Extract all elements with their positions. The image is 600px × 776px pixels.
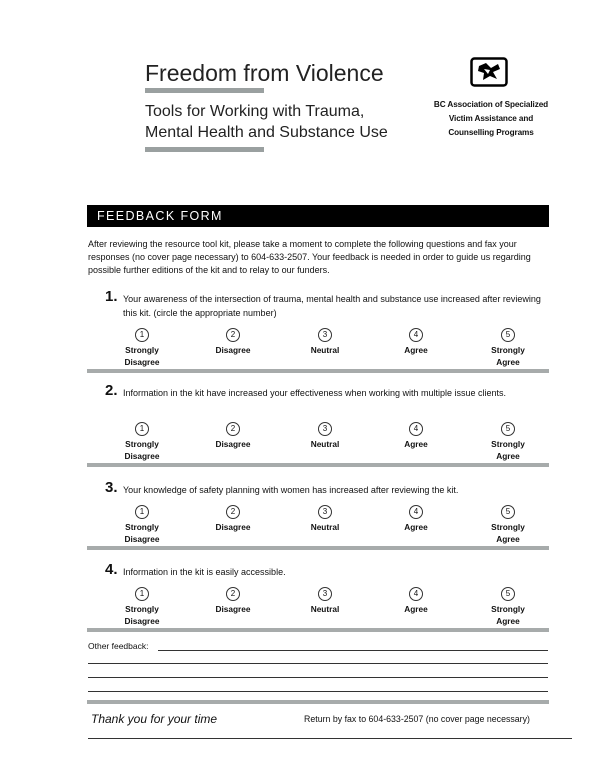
rating-number-circle[interactable]: 5 (501, 587, 515, 601)
rating-label: Strongly (491, 345, 525, 355)
feedback-form-bar (87, 205, 549, 227)
other-feedback-line[interactable] (88, 677, 548, 678)
rating-option-4[interactable] (386, 505, 446, 533)
rating-option-3[interactable] (295, 328, 355, 356)
thank-you-note: Thank you for your time (91, 712, 218, 726)
rating-number-circle[interactable]: 4 (409, 328, 423, 342)
question-text: Your knowledge of safety planning with women has increased after reviewing the kit. (123, 485, 459, 495)
org-line-2: Victim Assistance and (448, 114, 534, 123)
question-text: Information in the kit is easily accessible. (123, 567, 286, 577)
title-rule (145, 88, 264, 93)
rating-label: Agree (496, 357, 520, 367)
rating-number-circle[interactable]: 3 (318, 328, 332, 342)
rating-option-2[interactable] (203, 587, 263, 615)
rating-number-circle[interactable]: 4 (409, 587, 423, 601)
rating-label: Strongly (125, 522, 159, 532)
org-line-3: Counselling Programs (448, 128, 534, 137)
document-subtitle (145, 101, 388, 143)
rating-number-circle[interactable]: 2 (226, 422, 240, 436)
question-number: 2. (105, 382, 118, 399)
rating-option-5[interactable] (478, 422, 538, 462)
question-separator (87, 546, 549, 550)
subtitle-line-2: Mental Health and Substance Use (145, 124, 388, 141)
subtitle-rule (145, 147, 264, 152)
rating-label: Neutral (310, 345, 340, 355)
org-line-1: BC Association of Specialized (433, 100, 549, 109)
rating-option-5[interactable] (478, 587, 538, 627)
rating-number-circle[interactable]: 4 (409, 422, 423, 436)
rating-label: Neutral (310, 604, 340, 614)
question-text: Information in the kit have increased your effectiveness when working with multiple issue clients. (123, 388, 507, 398)
rating-label: Strongly (491, 522, 525, 532)
rating-option-4[interactable] (386, 587, 446, 615)
rating-option-2[interactable] (203, 505, 263, 533)
rating-label: Agree (404, 345, 428, 355)
rating-option-3[interactable] (295, 422, 355, 450)
other-feedback-line[interactable] (158, 650, 548, 651)
rating-number-circle[interactable]: 5 (501, 328, 515, 342)
question-separator (87, 369, 549, 373)
rating-label: Strongly (125, 604, 159, 614)
rating-option-1[interactable] (112, 328, 172, 368)
rating-label: Disagree (215, 604, 251, 614)
rating-number-circle[interactable]: 5 (501, 505, 515, 519)
rating-label: Disagree (124, 534, 160, 544)
subtitle-line-1: Tools for Working with Trauma, (145, 103, 365, 120)
rating-label: Agree (496, 451, 520, 461)
feedback-form-heading: FEEDBACK FORM (97, 209, 223, 223)
rating-label: Agree (404, 439, 428, 449)
rating-option-5[interactable] (478, 328, 538, 368)
rating-number-circle[interactable]: 2 (226, 505, 240, 519)
rating-option-4[interactable] (386, 328, 446, 356)
other-feedback-line[interactable] (88, 663, 548, 664)
rating-option-1[interactable] (112, 422, 172, 462)
rating-label: Disagree (124, 616, 160, 626)
question-number: 3. (105, 479, 118, 496)
question-separator (87, 628, 549, 632)
question-text: Your awareness of the intersection of trauma, mental health and substance use increased after reviewing this kit. (circle the appropriate number) (123, 294, 541, 318)
rating-label: Neutral (310, 522, 340, 532)
rating-number-circle[interactable]: 1 (135, 422, 149, 436)
rating-label: Neutral (310, 439, 340, 449)
question-number: 1. (105, 288, 118, 305)
rating-label: Agree (496, 616, 520, 626)
rating-number-circle[interactable]: 3 (318, 422, 332, 436)
organization-logo-icon (470, 57, 508, 87)
footer-rule (88, 738, 572, 739)
rating-number-circle[interactable]: 3 (318, 587, 332, 601)
rating-label: Disagree (215, 345, 251, 355)
document-title: Freedom from Violence (145, 60, 384, 86)
rating-label: Strongly (125, 439, 159, 449)
other-feedback-line[interactable] (88, 691, 548, 692)
rating-number-circle[interactable]: 5 (501, 422, 515, 436)
rating-option-1[interactable] (112, 505, 172, 545)
organization-name (416, 98, 566, 140)
other-feedback-label: Other feedback: (88, 641, 149, 651)
rating-label: Disagree (215, 439, 251, 449)
rating-number-circle[interactable]: 4 (409, 505, 423, 519)
question-separator (87, 463, 549, 467)
return-fax-note: Return by fax to 604-633-2507 (no cover page necessary) (304, 714, 530, 724)
rating-number-circle[interactable]: 2 (226, 587, 240, 601)
rating-label: Agree (404, 604, 428, 614)
rating-option-3[interactable] (295, 587, 355, 615)
rating-label: Strongly (491, 439, 525, 449)
rating-label: Strongly (491, 604, 525, 614)
rating-option-2[interactable] (203, 422, 263, 450)
rating-number-circle[interactable]: 1 (135, 505, 149, 519)
rating-label: Agree (404, 522, 428, 532)
intro-paragraph: After reviewing the resource tool kit, please take a moment to complete the following questions and fax your responses (no cover page necessary) to 604-633-2507. Your feedback is needed in order to guide us regarding possible further editions of the kit and to relay to our funders. (88, 239, 531, 275)
question-number: 4. (105, 561, 118, 578)
footer-separator (87, 700, 549, 704)
rating-label: Disagree (124, 451, 160, 461)
rating-label: Agree (496, 534, 520, 544)
rating-option-1[interactable] (112, 587, 172, 627)
rating-option-5[interactable] (478, 505, 538, 545)
rating-number-circle[interactable]: 2 (226, 328, 240, 342)
rating-label: Disagree (124, 357, 160, 367)
rating-option-3[interactable] (295, 505, 355, 533)
rating-number-circle[interactable]: 3 (318, 505, 332, 519)
rating-option-4[interactable] (386, 422, 446, 450)
rating-label: Strongly (125, 345, 159, 355)
rating-number-circle[interactable]: 1 (135, 587, 149, 601)
rating-option-2[interactable] (203, 328, 263, 356)
rating-number-circle[interactable]: 1 (135, 328, 149, 342)
rating-label: Disagree (215, 522, 251, 532)
